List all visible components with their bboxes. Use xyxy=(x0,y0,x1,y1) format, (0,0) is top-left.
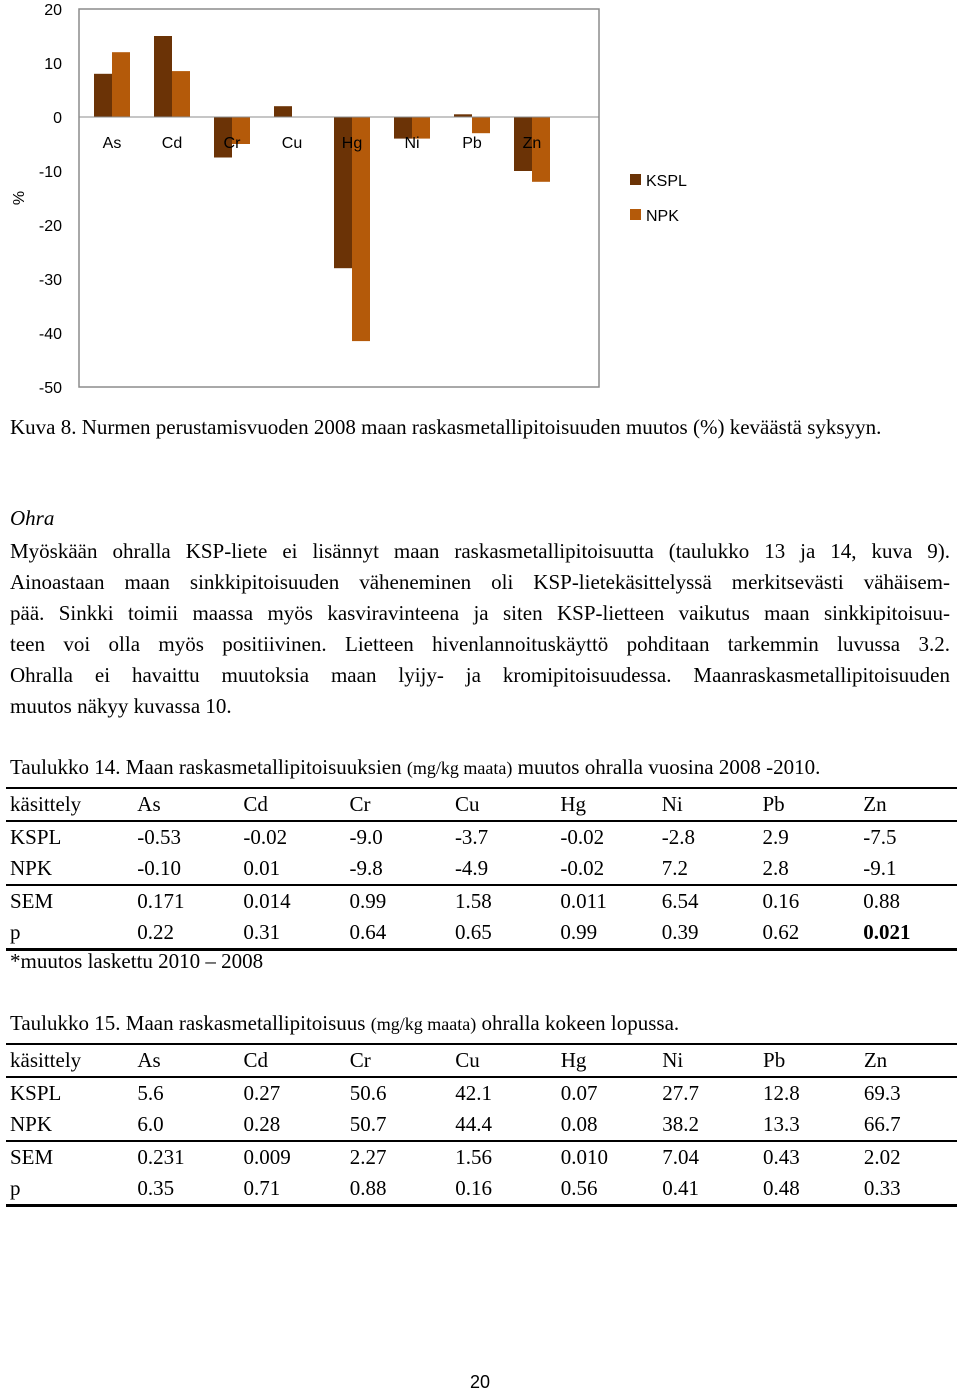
table14-cell: KSPL xyxy=(10,825,62,849)
paragraph-line: Myöskään ohralla KSP-liete ei lisännyt maan raskasmetallipitoisuutta (taulukko 13 ja 14, kuva 9). xyxy=(10,539,950,563)
table15-cell: As xyxy=(133,1044,239,1077)
table15-cell: 2.27 xyxy=(346,1141,452,1173)
table14 xyxy=(6,787,957,951)
table14-note: *muutos laskettu 2010 – 2008 xyxy=(10,949,264,973)
table14-cell: -3.7 xyxy=(454,825,489,849)
x-tick-label: Ni xyxy=(404,135,420,152)
table14-cell: -2.8 xyxy=(661,825,695,849)
page-number: 20 xyxy=(469,1372,491,1392)
table14-cell: 0.014 xyxy=(239,885,345,917)
legend-label-npk: NPK xyxy=(646,208,679,225)
table15-cell: 0.41 xyxy=(658,1173,759,1206)
table15-cell: Cu xyxy=(451,1044,557,1077)
table15-cell: 50.6 xyxy=(349,1081,387,1105)
table15-cell: 0.27 xyxy=(243,1081,281,1105)
table14-cell: 7.2 xyxy=(661,856,688,880)
table14-cell: 2.9 xyxy=(762,825,789,849)
table15-caption: Taulukko 15. Maan raskasmetallipitoisuus (mg/kg maata) ohralla kokeen lopussa. xyxy=(10,1011,680,1035)
table15-cell: 0.35 xyxy=(133,1173,239,1206)
table14-cell: 2.8 xyxy=(762,856,789,880)
table15-cell: 0.48 xyxy=(759,1173,860,1206)
table14-cell: Cr xyxy=(346,788,451,821)
table14-cell: 0.88 xyxy=(859,885,957,917)
table14-cell: p xyxy=(6,917,133,950)
table14-cell: NPK xyxy=(10,856,53,880)
table-row xyxy=(6,1077,957,1109)
y-tick-label: -30 xyxy=(38,272,62,289)
table15-cell: Zn xyxy=(860,1044,957,1077)
table14-cell: 0.62 xyxy=(759,917,860,950)
table-row xyxy=(6,853,957,885)
table14-cell: 0.99 xyxy=(346,885,451,917)
paragraph-line: pää. Sinkki toimii maassa myös kasviravinteena ja siten KSP-lietteen vaikutus maan sinkkipitoisuu- xyxy=(10,601,950,625)
table14-cell: Cd xyxy=(239,788,345,821)
table15-cell: 0.28 xyxy=(243,1112,281,1136)
table14-cell: 0.31 xyxy=(239,917,345,950)
table-row xyxy=(6,821,957,853)
table15-cell: 0.231 xyxy=(133,1141,239,1173)
table15-cell: 50.7 xyxy=(349,1112,387,1136)
table15-cell: 42.1 xyxy=(455,1081,492,1105)
table15-cell: 7.04 xyxy=(658,1141,759,1173)
table14-cell: käsittely xyxy=(6,788,133,821)
body-paragraph xyxy=(10,536,950,722)
y-tick-label: -10 xyxy=(38,164,62,181)
x-tick-label: Cr xyxy=(223,135,241,152)
table15 xyxy=(6,1043,957,1207)
table14-cell: -0.10 xyxy=(137,856,182,880)
bar-npk-cd xyxy=(172,71,190,117)
table14-cell: Zn xyxy=(859,788,957,821)
paragraph-line: Ainoastaan maan sinkkipitoisuuden väheneminen oli KSP-lietekäsittelyssä merkitsevästi vähäisem- xyxy=(10,570,950,594)
table14-cell: 0.64 xyxy=(346,917,451,950)
table14-cell: -0.02 xyxy=(243,825,288,849)
x-tick-label: As xyxy=(102,135,122,152)
bar-kspl-cu xyxy=(274,106,292,117)
y-axis-label: % xyxy=(11,190,28,206)
paragraph-line: teen voi olla myös positiivinen. Lietteen hivenlannoituskäyttö pohditaan tarkemmin luvussa 3.2. xyxy=(10,632,950,656)
table14-cell: 0.171 xyxy=(133,885,239,917)
y-tick-label: -50 xyxy=(38,380,62,397)
table15-cell: 0.43 xyxy=(759,1141,860,1173)
legend-label-kspl: KSPL xyxy=(646,173,687,190)
paragraph-line: muutos näkyy kuvassa 10. xyxy=(10,694,232,718)
table14-cell: Cu xyxy=(451,788,556,821)
table14-cell: -0.02 xyxy=(560,825,605,849)
table15-cell: 38.2 xyxy=(662,1112,699,1136)
table15-cell: SEM xyxy=(6,1141,133,1173)
x-tick-label: Pb xyxy=(462,135,482,152)
table14-cell: 0.16 xyxy=(759,885,860,917)
table14-cell: 1.58 xyxy=(451,885,556,917)
table15-cell: 0.71 xyxy=(240,1173,346,1206)
table-row xyxy=(6,1173,957,1206)
table15-cell: 0.009 xyxy=(240,1141,346,1173)
y-tick-label: 10 xyxy=(44,56,62,73)
table15-cell: 2.02 xyxy=(860,1141,957,1173)
table15-cell: 13.3 xyxy=(763,1112,800,1136)
y-tick-label: 0 xyxy=(53,110,62,127)
table15-cell: 0.08 xyxy=(560,1112,598,1136)
table-row xyxy=(6,1141,957,1173)
y-tick-label: -40 xyxy=(38,326,62,343)
table15-cell: 1.56 xyxy=(451,1141,557,1173)
table14-cell: Pb xyxy=(759,788,860,821)
x-tick-label: Cu xyxy=(281,135,303,152)
section-heading: Ohra xyxy=(10,506,55,530)
bar-kspl-cd xyxy=(154,36,172,117)
table14-cell: 0.99 xyxy=(556,917,657,950)
table14-cell: 0.021 xyxy=(859,917,957,950)
table15-caption-unit: (mg/kg maata) xyxy=(370,1014,477,1034)
table14-cell: SEM xyxy=(6,885,133,917)
table15-cell: Ni xyxy=(658,1044,759,1077)
table15-cell: p xyxy=(6,1173,133,1206)
table14-cell: -4.9 xyxy=(454,856,489,880)
table14-cell: -0.02 xyxy=(560,856,605,880)
table14-cell: Hg xyxy=(556,788,657,821)
table15-cell: 5.6 xyxy=(137,1081,164,1105)
table15-cell: 12.8 xyxy=(763,1081,800,1105)
table14-cell: 0.22 xyxy=(133,917,239,950)
legend-swatch-kspl xyxy=(630,174,641,185)
table15-cell: 69.3 xyxy=(863,1081,901,1105)
table15-cell: 0.010 xyxy=(557,1141,659,1173)
table-header-row xyxy=(6,1044,957,1077)
table15-cell: 0.07 xyxy=(560,1081,598,1105)
x-tick-label: Zn xyxy=(522,135,542,152)
table15-cell: Pb xyxy=(759,1044,860,1077)
table14-cell: As xyxy=(133,788,239,821)
table-header-row xyxy=(6,788,957,821)
table15-cell: 0.33 xyxy=(860,1173,957,1206)
bar-kspl-as xyxy=(94,74,112,117)
table-row xyxy=(6,1109,957,1141)
table15-cell: Cr xyxy=(346,1044,452,1077)
table15-cell: 0.16 xyxy=(451,1173,557,1206)
table15-cell: KSPL xyxy=(10,1081,62,1105)
paragraph-line: Ohralla ei havaittu muutoksia maan lyijy- ja kromipitoisuudessa. Maanraskasmetallipitoisuuden xyxy=(10,663,950,687)
legend-swatch-npk xyxy=(630,209,641,220)
table14-cell: Ni xyxy=(658,788,759,821)
table14-cell: -0.53 xyxy=(137,825,182,849)
bar-npk-pb xyxy=(472,117,490,133)
x-tick-label: Hg xyxy=(341,135,363,152)
bar-npk-as xyxy=(112,52,130,117)
table14-cell: 0.011 xyxy=(556,885,657,917)
table14-cell: 0.01 xyxy=(243,856,281,880)
table15-cell: NPK xyxy=(10,1112,53,1136)
table15-cell: 0.56 xyxy=(557,1173,659,1206)
table14-cell: 0.39 xyxy=(658,917,759,950)
y-tick-label: 20 xyxy=(44,2,62,19)
table14-caption-unit: (mg/kg maata) xyxy=(406,758,513,778)
x-tick-label: Cd xyxy=(161,135,183,152)
table15-cell: 0.88 xyxy=(346,1173,452,1206)
table14-cell: -9.0 xyxy=(349,825,383,849)
table15-cell: Cd xyxy=(240,1044,346,1077)
bar-chart xyxy=(0,0,700,400)
table15-cell: 44.4 xyxy=(455,1112,492,1136)
table-row xyxy=(6,917,957,950)
figure-caption: Kuva 8. Nurmen perustamisvuoden 2008 maan raskasmetallipitoisuuden muutos (%) keväästä syksyyn. xyxy=(10,415,882,439)
table14-cell: -7.5 xyxy=(863,825,897,849)
y-tick-label: -20 xyxy=(38,218,62,235)
table14-cell: -9.1 xyxy=(863,856,897,880)
table15-cell: käsittely xyxy=(6,1044,133,1077)
table14-cell: 6.54 xyxy=(658,885,759,917)
table15-cell: 6.0 xyxy=(137,1112,164,1136)
table14-caption: Taulukko 14. Maan raskasmetallipitoisuuksien (mg/kg maata) muutos ohralla vuosina 2008 -2010. xyxy=(10,755,821,779)
table15-cell: 66.7 xyxy=(863,1112,901,1136)
table15-cell: Hg xyxy=(557,1044,659,1077)
table14-cell: 0.65 xyxy=(451,917,556,950)
table-row xyxy=(6,885,957,917)
table15-cell: 27.7 xyxy=(662,1081,699,1105)
table14-cell: -9.8 xyxy=(349,856,383,880)
